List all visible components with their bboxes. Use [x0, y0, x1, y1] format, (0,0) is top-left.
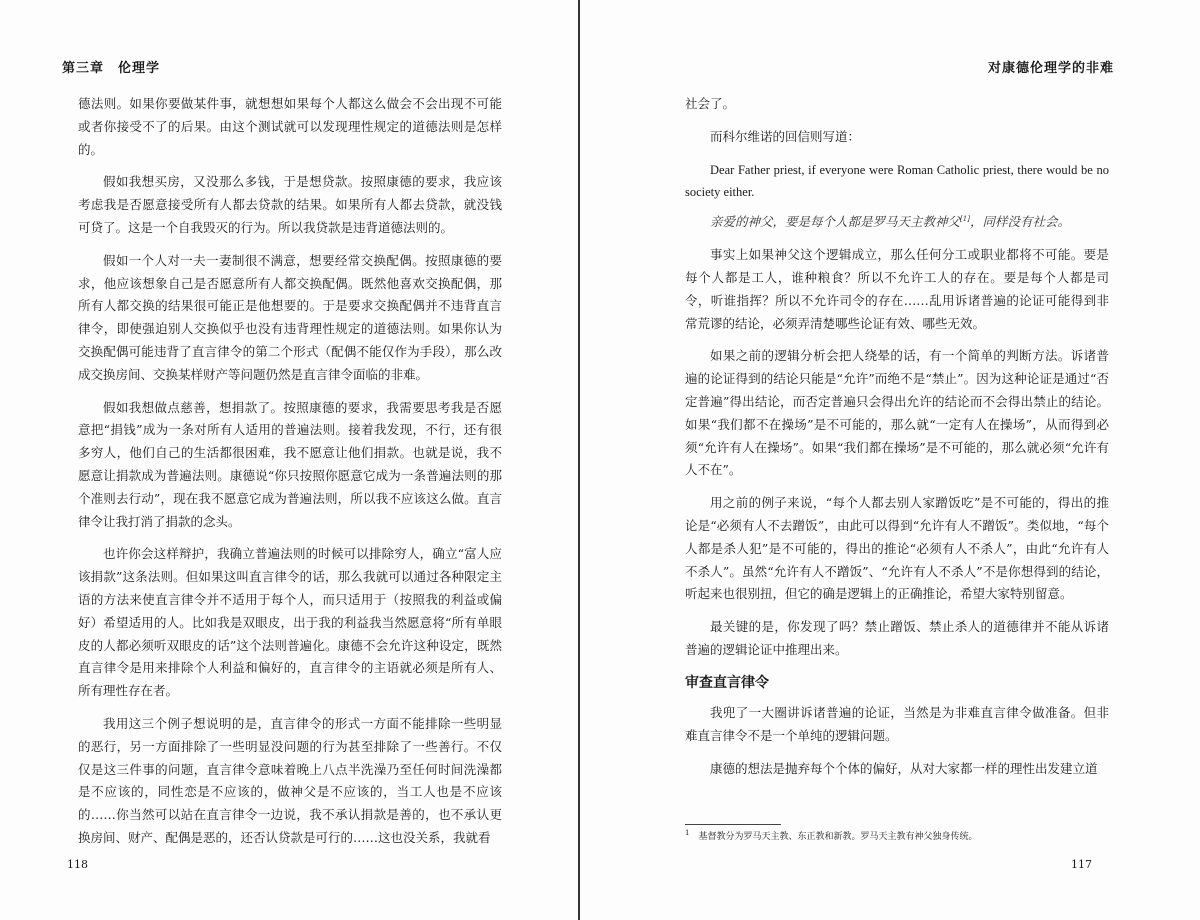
- chinese-quote: [685, 208, 1109, 234]
- paragraph: 康德的想法是抛弃每个个体的偏好，从对大家都一样的理性出发建立道: [710, 761, 1098, 777]
- paragraph: 最关键的是，你发现了吗？禁止蹭饭、禁止杀人的道德律并不能从诉诸普遍的逻辑论证中推理出来。: [685, 619, 1109, 657]
- paragraph: 事实上如果神父这个逻辑成立，那么任何分工或职业都将不可能。要是每个人都是工人，谁种粮食？所以不允许工人的存在。要是每个人都是司令，听谁指挥？所以不允许司令的存在……乱用诉诸普遍的论证可能得到非常荒谬的结论，必须弄清楚哪些论证有效、哪些无效。: [685, 247, 1109, 331]
- right-page: [580, 0, 1200, 920]
- quote-text: 亲爱的神父，要是每个人都是罗马天主教神父: [710, 214, 961, 230]
- quote-text-end: ，同样没有社会。: [969, 214, 1070, 230]
- paragraph: 假如我想做点慈善，想捐款了。按照康德的要求，我需要思考我是否愿意把“捐钱”成为一条对所有人适用的普遍法则。接着我发现，不行，还有很多穷人，他们自己的生活都很困难，我不愿意让他们捐款。也就是说，我不愿意让捐款成为普遍法则。康德说“你只按照你愿意它成为一条普遍法则的那个准则去行动”，现在我不愿意它成为普遍法则，所以我不应该这么做。直言律令让我打消了捐款的念头。: [78, 399, 502, 529]
- left-page-body: [78, 93, 502, 860]
- footnote-divider: [685, 824, 781, 825]
- page-number: 118: [67, 858, 88, 871]
- paragraph: 用之前的例子来说，“每个人都去别人家蹭饭吃”是不可能的，得出的推论是“必须有人不去蹭饭”，由此可以得到“允许有人不蹭饭”。类似地，“每个人都是杀人犯”是不可能的，得出的推论“必须有人不杀人”，由此“允许有人不杀人”。虽然“允许有人不蹭饭”、“允许有人不杀人”不是你想得到的结论，听起来也很别扭，但它的确是逻辑上的正确推论，希望大家特别留意。: [685, 495, 1109, 602]
- left-page: [0, 0, 578, 920]
- chapter-header: 第三章 伦理学: [62, 61, 161, 76]
- right-page-body: [685, 93, 1109, 791]
- section-title: 审查直言律令: [685, 674, 769, 691]
- footnote-ref[interactable]: [1]: [960, 215, 970, 224]
- page-number: 117: [1071, 858, 1092, 871]
- paragraph: 我用这三个例子想说明的是，直言律令的形式一方面不能排除一些明显的恶行，另一方面排除了一些明显没问题的行为甚至排除了一些善行。不仅仅是这三件事的问题，直言律令意味着晚上八点半洗澡乃至任何时间洗澡都是不应该的，同性恋是不应该的，做神父是不应该的，当工人也是不应该的……你当然可以站在直言律令一边说，我不承认捐款是善的，也不承认更换房间、财产、配偶是恶的，还否认贷款是可行的……这也没关系，我就看: [78, 715, 502, 845]
- paragraph: 假如我想买房，又没那么多钱，于是想贷款。按照康德的要求，我应该考虑我是否愿意接受所有人都去贷款的结果。如果所有人都去贷款，就没钱可贷了。这是一个自我毁灭的行为。所以我贷款是违背道德法则的。: [78, 174, 502, 235]
- section-header: 对康德伦理学的非难: [987, 61, 1114, 76]
- paragraph: 假如一个人对一夫一妻制很不满意，想要经常交换配偶。按照康德的要求，他应该想象自己是否愿意所有人都交换配偶。既然他喜欢交换配偶，那所有人都交换的结果很可能正是他想要的。于是要求交换配偶并不违背直言律令，即使强迫别人交换似乎也没有违背理性规定的道德法则。如果你认为交换配偶可能违背了直言律令的第二个形式（配偶不能仅作为手段），那么改成交换房间、交换某样财产等问题仍然是直言律令面临的非难。: [78, 252, 502, 382]
- footnote-text: 基督教分为罗马天主教、东正教和新教。罗马天主教有神父独身传统。: [698, 832, 978, 842]
- paragraph: 如果之前的逻辑分析会把人绕晕的话，有一个简单的判断方法。诉诸普遍的论证得到的结论只能是“允许”而绝不是“禁止”。因为这种论证是通过“否定普遍”得出结论，而否定普遍只会得出允许的结论而不会得出禁止的结论。如果“我们都不在操场”是不可能的，那么就“一定有人在操场”，从而得到必须“允许有人在操场”。如果“我们都在操场”是不可能的，那么就必须“允许有人不在”。: [685, 348, 1109, 478]
- paragraph: 德法则。如果你要做某件事，就想想如果每个人都这么做会不会出现不可能或者你接受不了的后果。由这个测试就可以发现理性规定的道德法则是怎样的。: [78, 96, 502, 157]
- english-quote: Dear Father priest, if everyone were Roman Catholic priest, there would be no society either.: [685, 162, 1109, 200]
- footnote-mark: 1: [685, 829, 690, 837]
- paragraph: 而科尔维诺的回信则写道：: [710, 128, 861, 144]
- paragraph: 也许你会这样辩护，我确立普遍法则的时候可以排除穷人，确立“富人应该捐款”这条法则。但如果这叫直言律令的话，那么我就可以通过各种限定主语的方法来使直言律令并不适用于每个人，而只适用于（按照我的利益或偏好）希望适用的人。比如我是双眼皮，出于我的利益我当然愿意将“所有单眼皮的人都必须听双眼皮的话”这个法则普遍化。康德不会允许这种设定，既然直言律令是用来排除个人利益和偏好的，直言律令的主语就必须是所有人、所有理性存在者。: [78, 546, 502, 699]
- paragraph: 我兜了一大圈讲诉诸普遍的论证，当然是为非难直言律令做准备。但非难直言律令不是一个单纯的逻辑问题。: [685, 705, 1109, 744]
- paragraph: 社会了。: [685, 96, 736, 111]
- footnote: [685, 829, 1115, 842]
